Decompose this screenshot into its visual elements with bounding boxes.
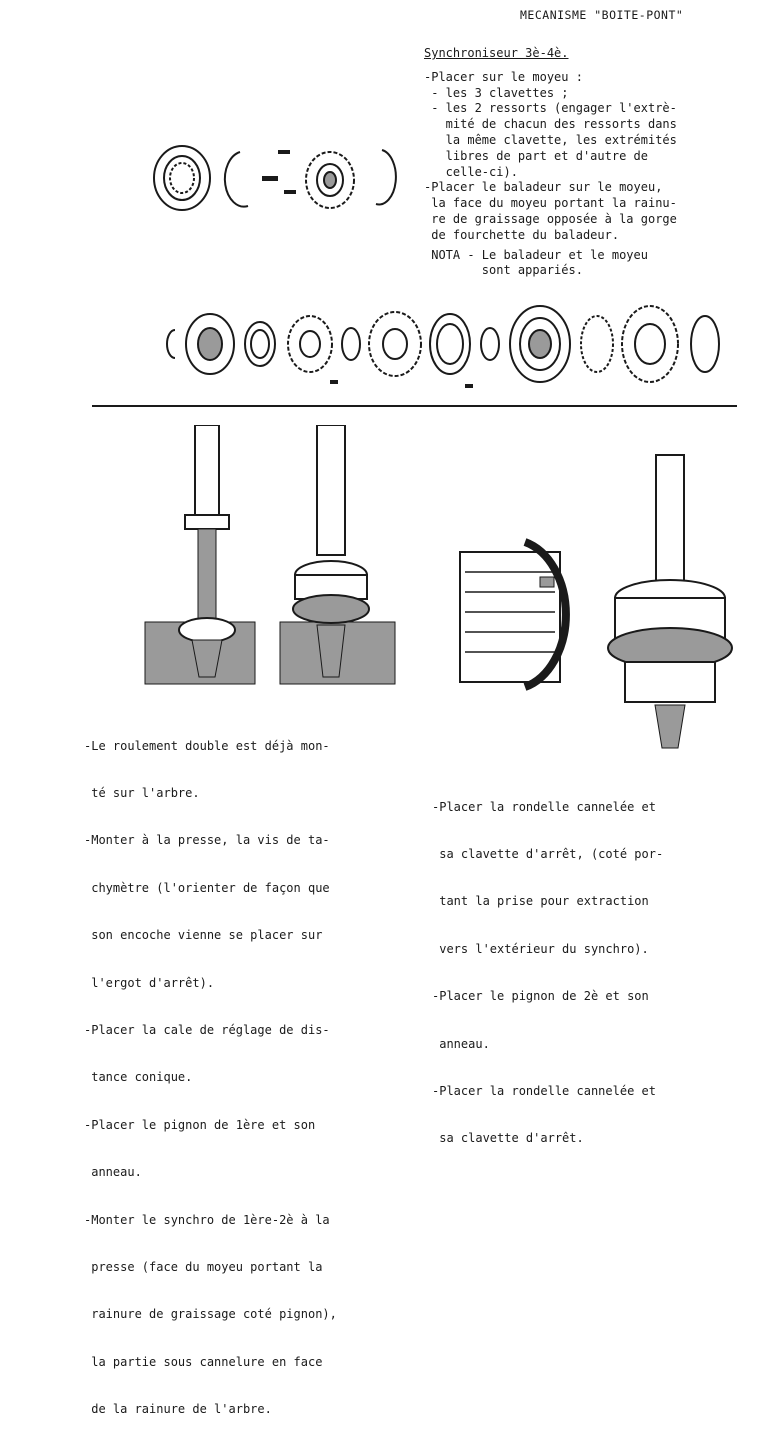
- instruction-line: -Monter à la presse, la vis de ta-: [84, 833, 330, 848]
- synchro-line: libres de part et d'autre de: [424, 148, 648, 163]
- instruction-line: sa clavette d'arrêt, (coté por-: [432, 846, 664, 861]
- nota-line: sont appariés.: [424, 263, 583, 278]
- page-header: MECANISME "BOITE-PONT": [520, 8, 684, 22]
- cone-ring-drawing: [581, 316, 613, 372]
- instruction-line: té sur l'arbre.: [84, 785, 200, 800]
- hub-drawing: [306, 152, 354, 208]
- instruction-line: -Monter le synchro de 1ère-2è à la: [84, 1212, 330, 1227]
- instruction-line: sa clavette d'arrêt.: [432, 1131, 584, 1146]
- instruction-line: l'ergot d'arrêt).: [84, 975, 215, 990]
- instruction-line: vers l'extérieur du synchro).: [432, 941, 649, 956]
- synchro-line: -Placer le baladeur sur le moyeu,: [424, 180, 663, 195]
- small-ring-drawing: [481, 328, 499, 360]
- synchro-line: -Placer sur le moyeu :: [424, 69, 583, 84]
- synchro-line: re de graissage opposée à la gorge: [424, 211, 677, 226]
- nota-line: NOTA - Le baladeur et le moyeu: [424, 247, 648, 262]
- instruction-line: presse (face du moyeu portant la: [84, 1259, 323, 1274]
- synchro-line: - les 2 ressorts (engager l'extrè-: [424, 101, 677, 116]
- instruction-line: -Placer la rondelle cannelée et: [432, 1083, 656, 1098]
- end-ring-drawing: [691, 316, 719, 372]
- gear-drawing: [622, 306, 678, 382]
- synchro-line: de fourchette du baladeur.: [424, 227, 620, 242]
- instruction-line: tant la prise pour extraction: [432, 894, 649, 909]
- gear-drawing: [369, 312, 421, 376]
- instruction-line: anneau.: [84, 1165, 142, 1180]
- instruction-line: -Le roulement double est déjà mon-: [84, 738, 330, 753]
- assembled-shaft-illustration: [600, 450, 740, 755]
- synchro-title: Synchroniseur 3è-4è.: [424, 46, 569, 60]
- key-drawing: [330, 380, 338, 384]
- instruction-line: son encoche vienne se placer sur: [84, 928, 323, 943]
- ring-drawing: [342, 328, 360, 360]
- keys-drawing: [262, 150, 296, 194]
- instruction-line: chymètre (l'orienter de façon que: [84, 880, 330, 895]
- instruction-line: tance conique.: [84, 1070, 193, 1085]
- instruction-line: -Placer la rondelle cannelée et: [432, 799, 656, 814]
- sliding-sleeve-drawing: [154, 146, 210, 210]
- instruction-line: rainure de graissage coté pignon),: [84, 1307, 337, 1322]
- instruction-line: -Placer le pignon de 2è et son: [432, 989, 649, 1004]
- spring-ring-2-drawing: [376, 150, 396, 204]
- shaft-press-illustration-2: [275, 425, 400, 687]
- synchro-line: la face du moyeu portant la rainu-: [424, 196, 677, 211]
- left-instructions: [84, 707, 337, 1434]
- synchro-line: - les 3 clavettes ;: [424, 85, 569, 100]
- synchro-exploded-illustration: [150, 140, 400, 220]
- washer-drawing: [245, 322, 275, 366]
- instruction-line: la partie sous cannelure en face: [84, 1354, 323, 1369]
- instruction-line: -Placer le pignon de 1ère et son: [84, 1117, 316, 1132]
- splined-washer-detail-illustration: [455, 522, 585, 692]
- gear-drawing: [288, 316, 332, 372]
- shaft-press-illustration-1: [140, 425, 260, 687]
- instruction-line: -Placer la cale de réglage de dis-: [84, 1022, 330, 1037]
- nota-note: [424, 248, 754, 280]
- synchro-instructions: [424, 46, 754, 279]
- right-instructions: [432, 768, 663, 1163]
- synchro-line: mité de chacun des ressorts dans: [424, 117, 677, 132]
- section-divider: [92, 405, 737, 407]
- key-drawing: [465, 384, 473, 388]
- synchro-line: celle-ci).: [424, 164, 518, 179]
- circlip-drawing: [167, 330, 175, 358]
- gearbox-parts-row-illustration: [155, 300, 725, 390]
- instruction-line: anneau.: [432, 1036, 490, 1051]
- synchro-line: la même clavette, les extrémités: [424, 132, 677, 147]
- instruction-line: de la rainure de l'arbre.: [84, 1402, 272, 1417]
- spring-ring-drawing: [225, 152, 248, 207]
